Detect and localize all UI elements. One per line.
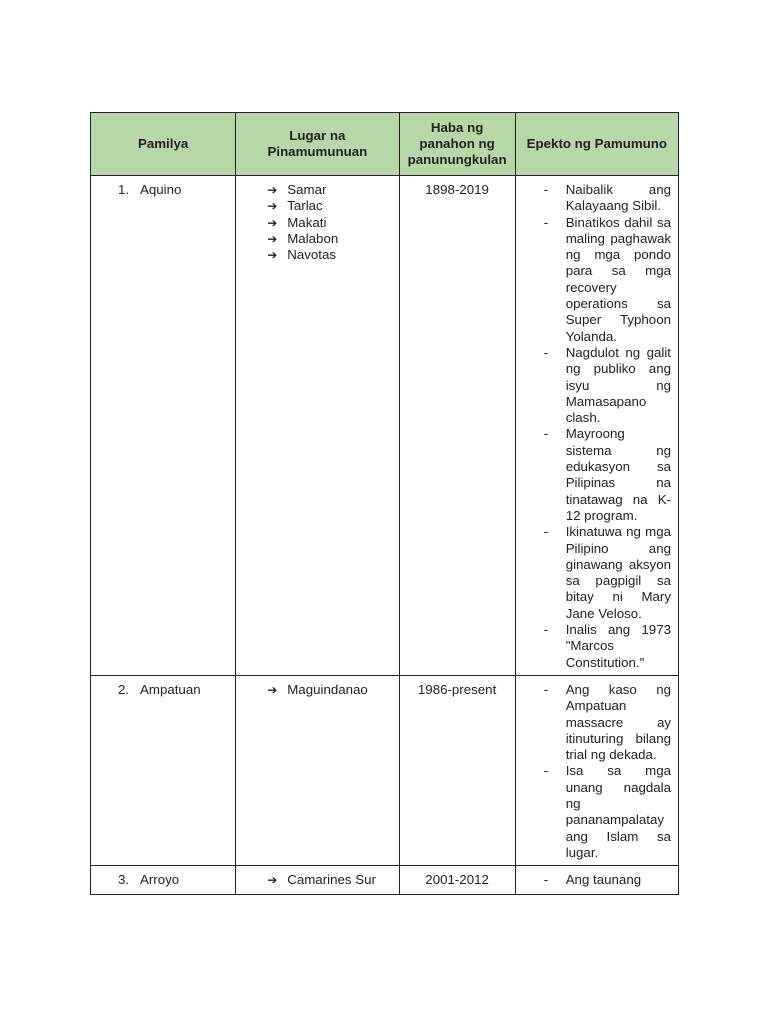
period-cell: 1986-present: [399, 675, 515, 865]
effect-item: [544, 682, 671, 763]
table-row: [91, 675, 679, 865]
row-number: 3.: [118, 872, 130, 888]
places-cell: [236, 866, 399, 895]
effects-cell: [515, 176, 678, 676]
header-lugar: Lugar na Pinamumunuan: [236, 113, 399, 176]
effect-text: Ang kaso ng Ampatuan massacre ay itinuturing bilang trial ng dekada.: [565, 681, 671, 763]
period-cell: 1898-2019: [399, 176, 515, 676]
family-cell: [91, 675, 236, 865]
dash-bullet: -: [543, 344, 549, 360]
effect-text: Naibalik ang Kalayaang Sibil.: [565, 182, 671, 214]
period-cell: 2001-2012: [399, 866, 515, 895]
effect-item: [544, 215, 671, 345]
place-item: [267, 182, 391, 198]
places-list: [243, 872, 391, 888]
place-name: Tarlac: [287, 198, 323, 214]
family-entry: [98, 682, 228, 698]
effect-text: Ang taunang: [565, 872, 642, 888]
dash-bullet: -: [543, 622, 549, 638]
places-cell: [236, 675, 399, 865]
arrow-bullet-icon: ➔: [267, 183, 278, 197]
dash-bullet: -: [543, 182, 549, 197]
place-name: Camarines Sur: [287, 872, 376, 888]
header-haba-ng-panahon: Haba ng panahon ng panunungkulan: [399, 113, 515, 176]
arrow-bullet-icon: ➔: [267, 682, 278, 697]
places-list: [243, 682, 391, 698]
table-header-row: [91, 113, 679, 176]
effect-text: Binatikos dahil sa maling paghawak ng mga pondo para sa mga recovery operations sa Super Typhoon Yolanda.: [565, 214, 671, 344]
places-cell: [236, 176, 399, 676]
effect-item: [544, 345, 671, 426]
family-name: Ampatuan: [140, 681, 201, 697]
place-item: [267, 198, 391, 214]
header-pamilya: Pamilya: [91, 113, 236, 176]
dash-bullet: -: [543, 214, 549, 230]
table-row: [91, 866, 679, 895]
effect-text: Isa sa mga unang nagdala ng pananampalatay ang Islam sa lugar.: [565, 763, 671, 860]
place-name: Maguindanao: [287, 681, 368, 697]
place-item: [267, 215, 391, 231]
family-entry: [98, 182, 228, 198]
place-name: Malabon: [287, 230, 339, 246]
table-row: [91, 176, 679, 676]
effect-item: [544, 524, 671, 622]
family-name: Arroyo: [140, 872, 180, 888]
arrow-bullet-icon: ➔: [267, 231, 278, 246]
dash-bullet: -: [543, 524, 549, 540]
effects-cell: [515, 866, 678, 895]
place-item: [267, 872, 391, 888]
place-item: [267, 682, 391, 698]
effect-item: [544, 426, 671, 524]
arrow-bullet-icon: ➔: [267, 248, 278, 263]
effect-text: Ikinatuwa ng mga Pilipino ang ginawang aksyon sa pagpigil sa bitay ni Mary Jane Veloso.: [565, 524, 671, 621]
effects-list: [523, 872, 671, 888]
effect-text: Nagdulot ng galit ng publiko ang isyu ng Mamasapano clash.: [565, 344, 671, 426]
dash-bullet: -: [543, 763, 549, 779]
row-number: 1.: [118, 182, 130, 197]
row-number: 2.: [118, 681, 130, 697]
effect-text: Inalis ang 1973 "Marcos Constitution.": [565, 622, 671, 670]
arrow-bullet-icon: ➔: [267, 215, 278, 230]
place-item: [267, 247, 391, 263]
effect-item: [544, 763, 671, 861]
family-cell: [91, 176, 236, 676]
place-name: Samar: [287, 182, 327, 197]
family-rule-table: [90, 112, 679, 895]
dash-bullet: -: [543, 872, 549, 888]
arrow-bullet-icon: ➔: [267, 199, 278, 214]
header-epekto: Epekto ng Pamumuno: [515, 113, 678, 176]
effect-item: [544, 182, 671, 215]
dash-bullet: -: [543, 426, 549, 442]
place-name: Makati: [287, 214, 327, 230]
effect-item: [544, 622, 671, 671]
family-entry: [98, 872, 228, 888]
dash-bullet: -: [543, 681, 549, 697]
effect-text: Mayroong sistema ng edukasyon sa Pilipinas na tinatawag na K-12 program.: [565, 426, 671, 523]
place-item: [267, 231, 391, 247]
effect-item: [544, 872, 671, 888]
effects-list: [523, 682, 671, 861]
effects-cell: [515, 675, 678, 865]
arrow-bullet-icon: ➔: [267, 873, 278, 888]
place-name: Navotas: [287, 247, 337, 263]
family-name: Aquino: [140, 182, 182, 197]
effects-list: [523, 182, 671, 671]
places-list: [243, 182, 391, 263]
family-cell: [91, 866, 236, 895]
